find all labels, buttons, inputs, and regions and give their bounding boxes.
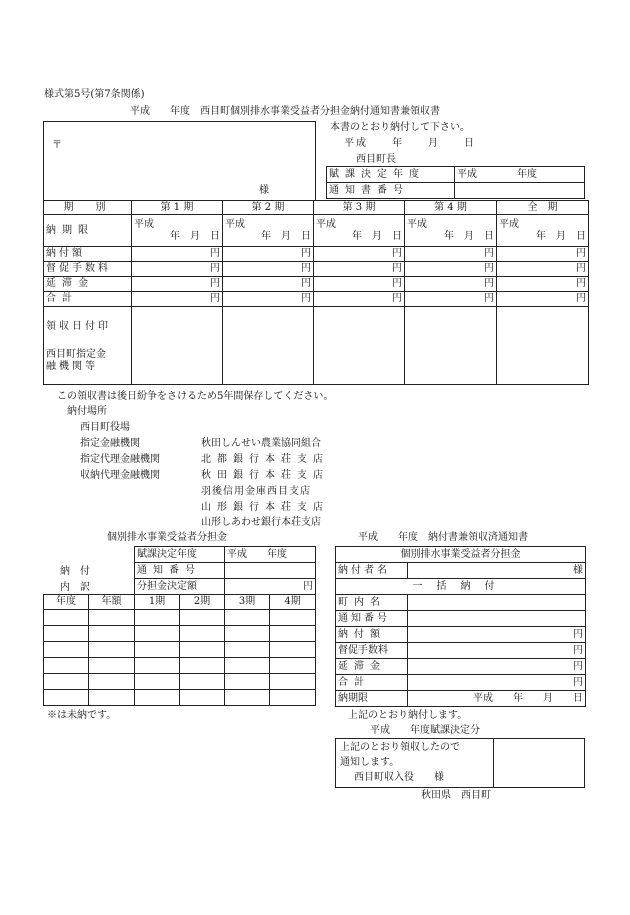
deadline-era: 平成: [316, 218, 336, 230]
br-row-label: 通知番号: [336, 611, 408, 627]
table-row: [44, 674, 316, 690]
br-row-label: 納付額: [336, 627, 408, 643]
deadline-ymd: 年 月 日: [352, 230, 402, 242]
page-title: 平成 年度 西目町個別排水事業受益者分担金納付通知書兼領収書: [130, 106, 440, 117]
deadline-label: 納期限: [44, 215, 132, 247]
yen-unit: 円: [223, 262, 314, 277]
col-header: 年額: [89, 595, 135, 610]
bl-tsuchi-value: [225, 563, 316, 579]
stamp-label-cell: [44, 307, 132, 385]
br-row-label: 延滞金: [336, 659, 408, 675]
yen-unit: 円: [223, 277, 314, 292]
row-label: 合計: [44, 292, 132, 307]
stamp-cell: [132, 307, 223, 385]
stamp-bank-label: 西目町指定金: [46, 349, 106, 360]
yen-unit: 円: [314, 292, 405, 307]
br-paid-text: 上記のとおり納付します。: [348, 710, 468, 721]
deadline-cell: [314, 215, 405, 247]
period-1: 第 1 期: [132, 201, 223, 215]
deadline-cell: [405, 215, 497, 247]
notice-date: 平成 年 月 日: [344, 138, 476, 149]
period-all: 全 期: [497, 201, 589, 215]
inst-label: 指定金融機関: [80, 438, 140, 449]
yen-unit: 円: [497, 247, 589, 262]
deadline-ymd: 年 月 日: [170, 230, 220, 242]
br-table: [335, 546, 586, 707]
deadline-cell: [497, 215, 589, 247]
inst-name: 山形銀行本荘支店: [201, 502, 329, 513]
inst-name: 秋田銀行本荘支店: [201, 470, 329, 481]
row-label: 納付額: [44, 247, 132, 262]
stamp-label: 領収日付印: [46, 321, 111, 332]
mayor-name: 西目町長: [356, 154, 396, 165]
deadline-cell: [132, 215, 223, 247]
yen-unit: 円: [132, 292, 223, 307]
tsuchi-label: 通知書番号: [327, 183, 455, 199]
br-row-unit: [408, 611, 586, 627]
col-header: 3期: [225, 595, 270, 610]
table-row: [44, 658, 316, 674]
br-row-unit: 円: [408, 627, 586, 643]
bl-tsuchi-label: 通知番号: [135, 563, 225, 579]
period-4: 第 4 期: [405, 201, 497, 215]
br-title: 平成 年度 納付書兼領収済通知書: [358, 532, 528, 543]
yen-unit: 円: [405, 292, 497, 307]
br-row-label: 町内名: [336, 595, 408, 611]
col-header: 2期: [180, 595, 225, 610]
yen-unit: 円: [132, 262, 223, 277]
deadline-ymd: 年 月 日: [261, 230, 311, 242]
bl-fuka-label: 賦課決定年度: [135, 547, 225, 563]
yen-unit: 円: [223, 292, 314, 307]
col-header: 4期: [270, 595, 316, 610]
inst-name: 山形しあわせ銀行本荘支店: [201, 517, 321, 528]
yen-unit: 円: [314, 262, 405, 277]
table-row: [44, 690, 316, 706]
table-row: [44, 610, 316, 626]
yen-unit: 円: [223, 247, 314, 262]
br-deadline-value: 平成 年 月 日: [408, 691, 586, 707]
deadline-era: 平成: [407, 218, 427, 230]
br-fy-text: 平成 年度賦課決定分: [370, 725, 480, 736]
br-header: 個別排水事業受益者分担金: [336, 547, 586, 563]
yen-unit: 円: [314, 277, 405, 292]
row-label: 督促手数料: [44, 262, 132, 277]
bl-uchiwake-label: 内 訳: [60, 582, 90, 593]
yen-unit: 円: [314, 247, 405, 262]
br-row-unit: [408, 595, 586, 611]
fuka-table: [326, 166, 585, 199]
bl-installment-table: [43, 594, 316, 706]
stamp-bank-label: 融機関等: [46, 361, 98, 372]
deadline-era: 平成: [225, 218, 245, 230]
notice-text: 本書のとおり納付して下さい。: [330, 122, 470, 133]
yen-unit: 円: [497, 262, 589, 277]
fuka-value: 平成 年度: [455, 167, 585, 183]
form-number: 様式第5号(第7条関係): [44, 89, 145, 100]
br-row-unit: 円: [408, 643, 586, 659]
unpaid-note: ※は未納です。: [47, 710, 117, 721]
deadline-cell: [223, 215, 314, 247]
yen-unit: 円: [405, 277, 497, 292]
bl-title: 個別排水事業受益者分担金: [107, 532, 227, 543]
yen-unit: 円: [132, 277, 223, 292]
br-row-unit: 円: [408, 659, 586, 675]
recipient-sama: 様: [259, 185, 269, 196]
deadline-era: 平成: [499, 218, 519, 230]
inst-label: 収納代理金融機関: [80, 470, 160, 481]
period-table: [43, 200, 589, 385]
br-payer-sama: 様: [408, 563, 586, 579]
bl-info-table: [134, 546, 316, 595]
bl-nofu-label: 納 付: [60, 566, 90, 577]
payment-place-title: 納付場所: [67, 406, 107, 417]
keep-note: この領収書は後日紛争をさけるため5年間保存してください。: [57, 391, 334, 402]
br-ikkatsu: 一括納付: [336, 579, 586, 595]
stamp-cell: [497, 307, 589, 385]
yen-unit: 円: [132, 247, 223, 262]
br-row-unit: 円: [408, 675, 586, 691]
address-box: [43, 121, 316, 201]
period-3: 第 3 期: [314, 201, 405, 215]
br-receipt-line2: 通知します。: [340, 757, 400, 768]
deadline-ymd: 年 月 日: [536, 230, 586, 242]
stamp-cell: [314, 307, 405, 385]
inst-name: 北都銀行本荘支店: [201, 454, 329, 465]
postal-mark: 〒: [52, 140, 62, 151]
inst-name: 羽後信用金庫西目支店: [201, 486, 311, 497]
deadline-era: 平成: [134, 218, 154, 230]
bl-buntan-label: 分担金決定額: [135, 579, 225, 595]
yen-unit: 円: [497, 292, 589, 307]
col-header: 年度: [44, 595, 89, 610]
br-row-label: 合計: [336, 675, 408, 691]
table-row: [44, 626, 316, 642]
table-row: [44, 642, 316, 658]
yen-unit: 円: [405, 262, 497, 277]
inst-name: 秋田しんせい農業協同組合: [201, 438, 321, 449]
bl-fuka-value: 平成 年度: [225, 547, 316, 563]
fuka-label: 賦課決定年度: [327, 167, 455, 183]
br-payer-label: 納付者名: [336, 563, 408, 579]
br-footer: 秋田県 西目町: [421, 790, 491, 801]
tsuchi-value: [455, 183, 585, 199]
col-header: 1期: [135, 595, 180, 610]
yen-unit: 円: [497, 277, 589, 292]
br-deadline-label: 納期限: [336, 691, 408, 707]
row-label: 延滞金: [44, 277, 132, 292]
yen-unit: 円: [405, 247, 497, 262]
stamp-cell: [405, 307, 497, 385]
deadline-ymd: 年 月 日: [444, 230, 494, 242]
br-row-label: 督促手数料: [336, 643, 408, 659]
bl-buntan-unit: 円: [225, 579, 316, 595]
br-receipt-line1: 上記のとおり領収したので: [340, 742, 460, 753]
inst-label: 指定代理金融機関: [80, 454, 160, 465]
stamp-cell: [223, 307, 314, 385]
town-office: 西目町役場: [80, 422, 130, 433]
br-receipt-box: [335, 738, 585, 788]
period-2: 第 2 期: [223, 201, 314, 215]
period-header-label: 期 別: [44, 201, 132, 215]
br-receiver: 西目町収入役 様: [354, 772, 444, 783]
